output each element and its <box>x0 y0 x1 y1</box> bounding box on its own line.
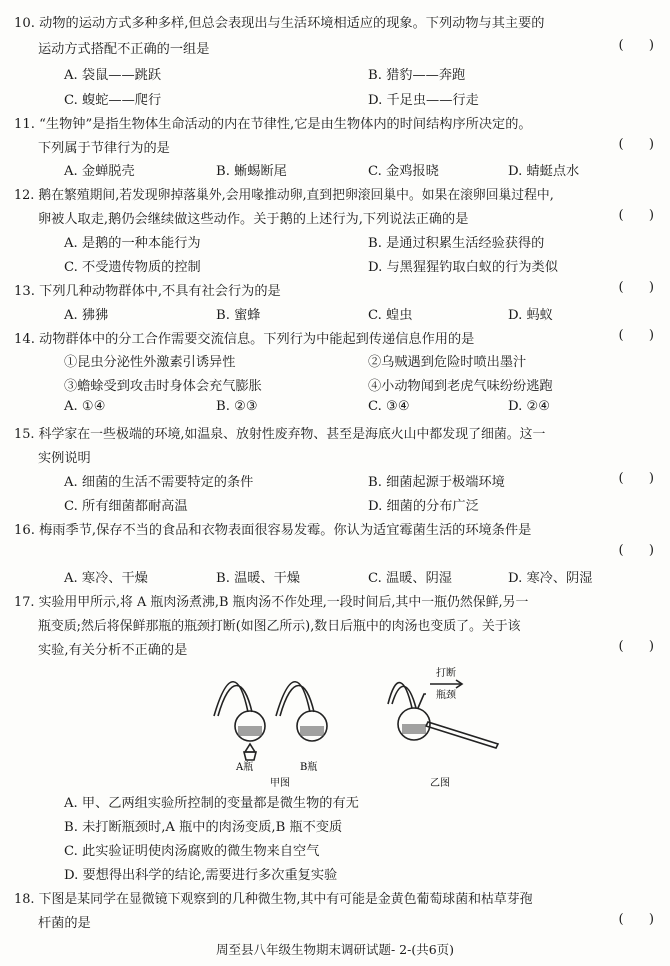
q17-option-d: D. 要想得出科学的结论,需要进行多次重复实验 <box>64 868 338 883</box>
q17-stem-line2: 瓶变质;然后将保鲜那瓶的瓶颈打断(如图乙所示),数日后瓶中的肉汤也变质了。关于该 <box>38 619 521 634</box>
q11-option-c: C. 金鸡报晓 <box>368 164 439 179</box>
q12-answer-paren: ( ) <box>618 208 654 223</box>
q13-option-d: D. 蚂蚁 <box>508 308 553 323</box>
label-break-1: 打断 <box>436 668 456 679</box>
q15-stem-line2: 实例说明 <box>38 451 91 466</box>
q14-stem-line1: 14. 动物群体中的分工合作需要交流信息。下列行为中能起到传递信息作用的是 <box>14 332 475 347</box>
q14-statement-1: ①昆虫分泌性外激素引诱异性 <box>64 355 236 370</box>
q12-stem-line2: 卵被人取走,鹅仍会继续做这些动作。关于鹅的上述行为,下列说法正确的是 <box>38 212 469 227</box>
q12-option-b: B. 是通过积累生活经验获得的 <box>368 236 545 251</box>
q12-option-c: C. 不受遗传物质的控制 <box>64 260 201 275</box>
q10-option-c: C. 蝮蛇——爬行 <box>64 93 162 108</box>
q15-answer-paren: ( ) <box>618 471 654 486</box>
q14-option-d: D. ②④ <box>508 399 551 414</box>
label-figure-jia: 甲图 <box>270 778 290 789</box>
q16-option-b: B. 温暖、干燥 <box>216 571 301 586</box>
q15-option-d: D. 细菌的分布广泛 <box>368 499 479 514</box>
q10-answer-paren: ( ) <box>618 38 654 53</box>
q16-option-a: A. 寒冷、干燥 <box>64 571 148 586</box>
label-figure-yi: 乙图 <box>430 778 450 789</box>
q14-statement-3: ③蟾蜍受到攻击时身体会充气膨胀 <box>64 379 262 394</box>
q15-option-b: B. 细菌起源于极端环境 <box>368 475 505 490</box>
q10-option-b: B. 猎豹——奔跑 <box>368 68 466 83</box>
q14-statement-4: ④小动物闻到老虎气味纷纷逃跑 <box>368 379 553 394</box>
q13-option-b: B. 蜜蜂 <box>216 308 261 323</box>
q15-stem-line1: 15. 科学家在一些极端的环境,如温泉、放射性废弃物、甚至是海底火山中都发现了细菌。这一 <box>14 427 546 442</box>
q11-option-b: B. 蜥蜴断尾 <box>216 164 287 179</box>
q13-option-c: C. 蝗虫 <box>368 308 413 323</box>
q14-option-a: A. ①④ <box>64 399 106 414</box>
q10-option-d: D. 千足虫——行走 <box>368 93 479 108</box>
q14-option-b: B. ②③ <box>216 399 258 414</box>
q12-option-a: A. 是鹅的一种本能行为 <box>64 236 201 251</box>
q11-option-a: A. 金蝉脱壳 <box>64 164 135 179</box>
page-footer: 周至县八年级生物期末调研试题- 2-(共6页) <box>215 942 455 957</box>
label-flask-b: B瓶 <box>300 762 318 773</box>
q17-option-c: C. 此实验证明使肉汤腐败的微生物来自空气 <box>64 844 320 859</box>
q13-answer-paren: ( ) <box>618 280 654 295</box>
q13-stem-line1: 13. 下列几种动物群体中,不具有社会行为的是 <box>14 284 281 299</box>
alcohol-burner <box>244 752 256 760</box>
q11-answer-paren: ( ) <box>618 137 654 152</box>
q11-stem-line2: 下列属于节律行为的是 <box>38 141 170 156</box>
q16-option-d: D. 寒冷、阴湿 <box>508 571 593 586</box>
q14-statement-2: ②乌贼遇到危险时喷出墨汁 <box>368 355 527 370</box>
q18-stem-line2: 杆菌的是 <box>38 916 91 931</box>
flask-c-neck <box>388 683 412 708</box>
q16-option-c: C. 温暖、阴湿 <box>368 571 452 586</box>
q17-option-a: A. 甲、乙两组实验所控制的变量都是微生物的有无 <box>64 796 359 811</box>
q17-stem-line1: 17. 实验用甲所示,将 A 瓶肉汤煮沸,B 瓶肉汤不作处理,一段时间后,其中一瓶仍然保鲜,另一 <box>14 595 529 610</box>
q10-option-a: A. 袋鼠——跳跃 <box>64 68 162 83</box>
label-break-2: 瓶颈 <box>436 690 456 701</box>
q12-stem-line1: 12. 鹅在繁殖期间,若发现卵掉落巢外,会用喙推动卵,直到把卵滚回巢中。如果在滚卵回巢过程中, <box>14 188 554 203</box>
q14-answer-paren: ( ) <box>618 328 654 343</box>
label-flask-a: A瓶 <box>236 762 254 773</box>
q10-stem-line2: 运动方式搭配不正确的一组是 <box>38 42 210 57</box>
q18-answer-paren: ( ) <box>618 912 654 927</box>
q11-option-d: D. 蜻蜓点水 <box>508 164 580 179</box>
q14-option-c: C. ③④ <box>368 399 410 414</box>
q13-option-a: A. 狒狒 <box>64 308 109 323</box>
q16-answer-paren: ( ) <box>618 543 654 558</box>
broken-neck-piece <box>426 722 498 748</box>
flask-experiment-figure <box>200 664 500 789</box>
q17-answer-paren: ( ) <box>618 639 654 654</box>
q18-stem-line1: 18. 下图是某同学在显微镜下观察到的几种微生物,其中有可能是金黄色葡萄球菌和枯草芽孢 <box>14 892 533 907</box>
q17-option-b: B. 未打断瓶颈时,A 瓶中的肉汤变质,B 瓶不变质 <box>64 820 343 835</box>
q16-stem-line1: 16. 梅雨季节,保存不当的食品和衣物表面很容易发霉。你认为适宜霉菌生活的环境条件是 <box>14 523 532 538</box>
q11-stem-line1: 11. “生物钟”是指生物体生命活动的内在节律性,它是由生物体内的时间结构序所决定的。 <box>14 117 532 132</box>
q15-option-c: C. 所有细菌都耐高温 <box>64 499 188 514</box>
q15-option-a: A. 细菌的生活不需要特定的条件 <box>64 475 254 490</box>
burner-flame <box>245 744 255 752</box>
q17-stem-line3: 实验,有关分析不正确的是 <box>38 643 188 658</box>
q10-stem-line1: 10. 动物的运动方式多种多样,但总会表现出与生活环境相适应的现象。下列动物与其主要的 <box>14 16 545 31</box>
q12-option-d: D. 与黑猩猩钓取白蚁的行为类似 <box>368 260 558 275</box>
